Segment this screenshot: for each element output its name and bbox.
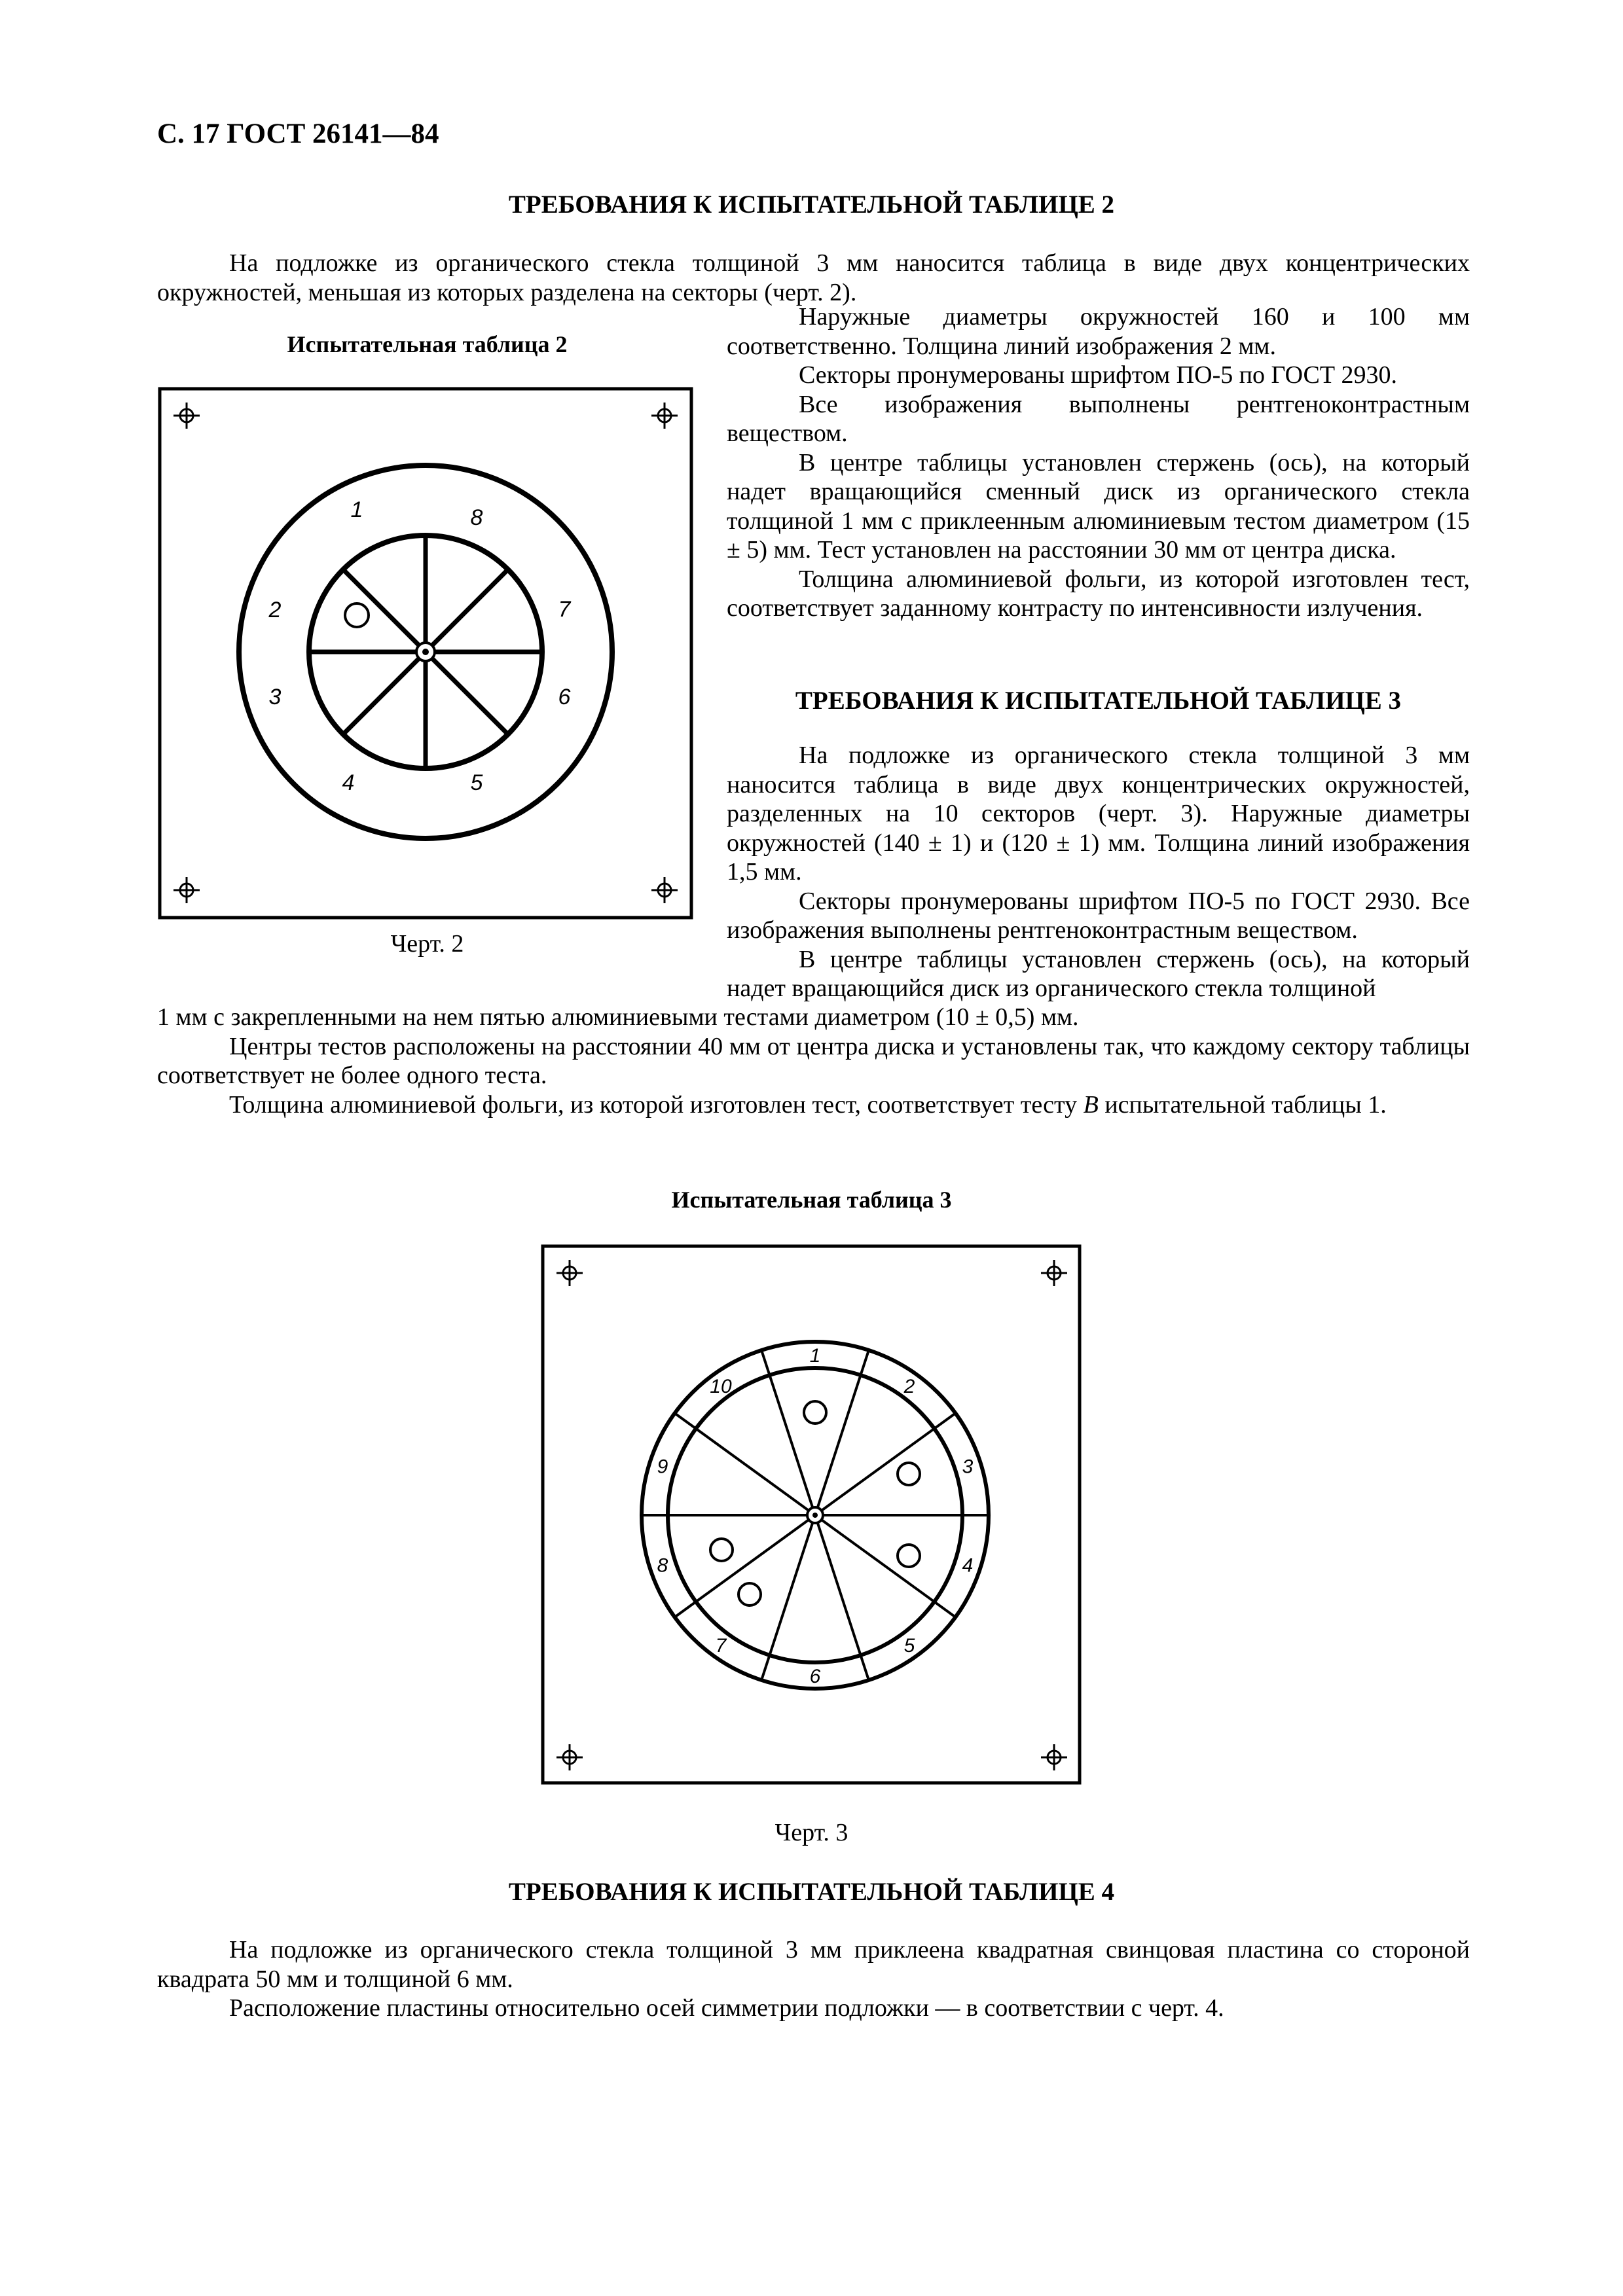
figure3-test-circle: [710, 1539, 733, 1561]
figure2-drawing: [157, 386, 694, 923]
crosshair-icon: [1041, 1744, 1067, 1770]
spoke-line: [343, 658, 419, 734]
page-header: С. 17 ГОСТ 26141—84: [157, 118, 439, 149]
section2-intro-block: [157, 249, 1470, 307]
crosshair-icon: [651, 403, 678, 429]
crosshair-icon: [556, 1260, 583, 1286]
section3-paragraph: Секторы пронумерованы шрифтом ПО-5 по ГОСТ 2930. Все изображения выполнены рентгеноконтрастным веществом.: [727, 887, 1470, 944]
sector-label: 2: [268, 598, 282, 622]
foil-text-after: испытательной таблицы 1.: [1098, 1090, 1387, 1119]
figure3-center-dot: [812, 1513, 818, 1518]
figure3-test-circle: [804, 1401, 826, 1424]
sector-label: 10: [710, 1375, 732, 1397]
spoke-line: [761, 1522, 812, 1680]
sector-label: 5: [470, 770, 483, 795]
sector-label: 6: [809, 1666, 821, 1687]
figure3-test-circles: [710, 1401, 920, 1605]
section2-right-column: [727, 302, 1470, 623]
spoke-line: [822, 1413, 956, 1511]
crosshair-icon: [173, 877, 200, 903]
sector-label: 5: [903, 1635, 915, 1657]
spoke-line: [818, 1522, 869, 1680]
sector-label: 9: [657, 1456, 668, 1478]
section2-paragraph: Секторы пронумерованы шрифтом ПО-5 по ГОСТ 2930.: [799, 361, 1398, 389]
spoke-line: [761, 1350, 812, 1508]
crosshair-icon: [173, 403, 200, 429]
figure3-test-circle: [898, 1463, 920, 1485]
crosshair-icon: [1041, 1260, 1067, 1286]
section3-full-text: [157, 1003, 1470, 1119]
figure2-test-circle: [345, 603, 369, 627]
sector-label: 6: [558, 685, 571, 709]
section3-paragraph: В центре таблицы установлен стержень (ось), на который надет вращающийся диск из органического стекла толщиной: [727, 945, 1470, 1002]
section2-paragraph: Толщина алюминиевой фольги, из которой изготовлен тест, соответствует заданному контрасту по интенсивности излучения.: [727, 565, 1470, 622]
spoke-line: [822, 1520, 956, 1617]
spoke-line: [818, 1350, 869, 1508]
sector-label: 8: [470, 505, 483, 530]
sector-label: 3: [268, 685, 282, 709]
sector-label: 8: [657, 1554, 668, 1577]
figure2-center-dot: [422, 649, 429, 655]
spoke-line: [432, 658, 508, 734]
sector-label: 3: [962, 1456, 974, 1478]
figure2-caption: Черт. 2: [390, 930, 464, 958]
sector-label: 2: [903, 1375, 915, 1397]
foil-test-letter: В: [1083, 1090, 1099, 1119]
section4-text: [157, 1935, 1470, 2023]
spoke-line: [432, 569, 508, 645]
section2-paragraph: Все изображения выполнены рентгеноконтрастным веществом.: [727, 390, 1470, 447]
sector-label: 4: [342, 770, 355, 795]
section3-full-line: 1 мм с закрепленными на нем пятью алюминиевыми тестами диаметром (10 ± 0,5) мм.: [157, 1003, 1079, 1031]
figure3-test-circle: [898, 1545, 920, 1567]
section4-paragraph: Расположение пластины относительно осей симметрии подложки — в соответствии с черт. 4.: [229, 1994, 1224, 2022]
sector-label: 7: [715, 1635, 727, 1657]
section4-paragraph: На подложке из органического стекла толщиной 3 мм приклеена квадратная свинцовая пластина со стороной квадрата 50 мм и толщиной 6 мм.: [157, 1936, 1470, 1993]
sector-label: 1: [809, 1345, 821, 1367]
spoke-line: [675, 1413, 809, 1511]
crosshair-icon: [556, 1744, 583, 1770]
section2-paragraph: В центре таблицы установлен стержень (ось), на который надет вращающийся сменный диск из органического стекла толщиной 1 мм с приклеенным алюминиевым тестом диаметром (15 ± 5) мм. Тест установлен на расстоянии 30 мм от центра диска.: [727, 448, 1470, 564]
section3-title: ТРЕБОВАНИЯ К ИСПЫТАТЕЛЬНОЙ ТАБЛИЦЕ 3: [795, 687, 1402, 715]
section3-foil-paragraph: [157, 1090, 1470, 1120]
section3-right-column: [727, 741, 1470, 1003]
figure3-test-circle: [739, 1583, 761, 1605]
sector-label: 4: [962, 1554, 974, 1577]
figure3-title: Испытательная таблица 3: [671, 1187, 952, 1213]
section2-title: ТРЕБОВАНИЯ К ИСПЫТАТЕЛЬНОЙ ТАБЛИЦЕ 2: [508, 190, 1115, 219]
sector-label: 7: [558, 597, 571, 622]
sector-label: 1: [350, 497, 363, 522]
figure3-caption: Черт. 3: [775, 1819, 848, 1846]
crosshair-icon: [651, 877, 678, 903]
spoke-line: [343, 569, 419, 645]
section3-centers-paragraph: Центры тестов расположены на расстоянии 40 мм от центра диска и установлены так, что каждому сектору таблицы соответствует не более одного теста.: [157, 1032, 1470, 1089]
section3-paragraph: На подложке из органического стекла толщиной 3 мм наносится таблица в виде двух концентрических окружностей, разделенных на 10 секторов (черт. 3). Наружные диаметры окружностей (140 ± 1) и (120 ± 1) мм. Толщина линий изображения 1,5 мм.: [727, 742, 1470, 886]
section2-intro: На подложке из органического стекла толщиной 3 мм наносится таблица в виде двух концентрических окружностей, меньшая из которых разделена на секторы (черт. 2).: [157, 249, 1470, 306]
foil-text-before: Толщина алюминиевой фольги, из которой изготовлен тест, соответствует тесту: [229, 1090, 1084, 1119]
figure3-drawing: [540, 1244, 1084, 1787]
section4-title: ТРЕБОВАНИЯ К ИСПЫТАТЕЛЬНОЙ ТАБЛИЦЕ 4: [508, 1878, 1115, 1906]
figure2-title: Испытательная таблица 2: [287, 331, 568, 357]
section2-paragraph: Наружные диаметры окружностей 160 и 100 мм соответственно. Толщина линий изображения 2 мм.: [727, 303, 1470, 360]
